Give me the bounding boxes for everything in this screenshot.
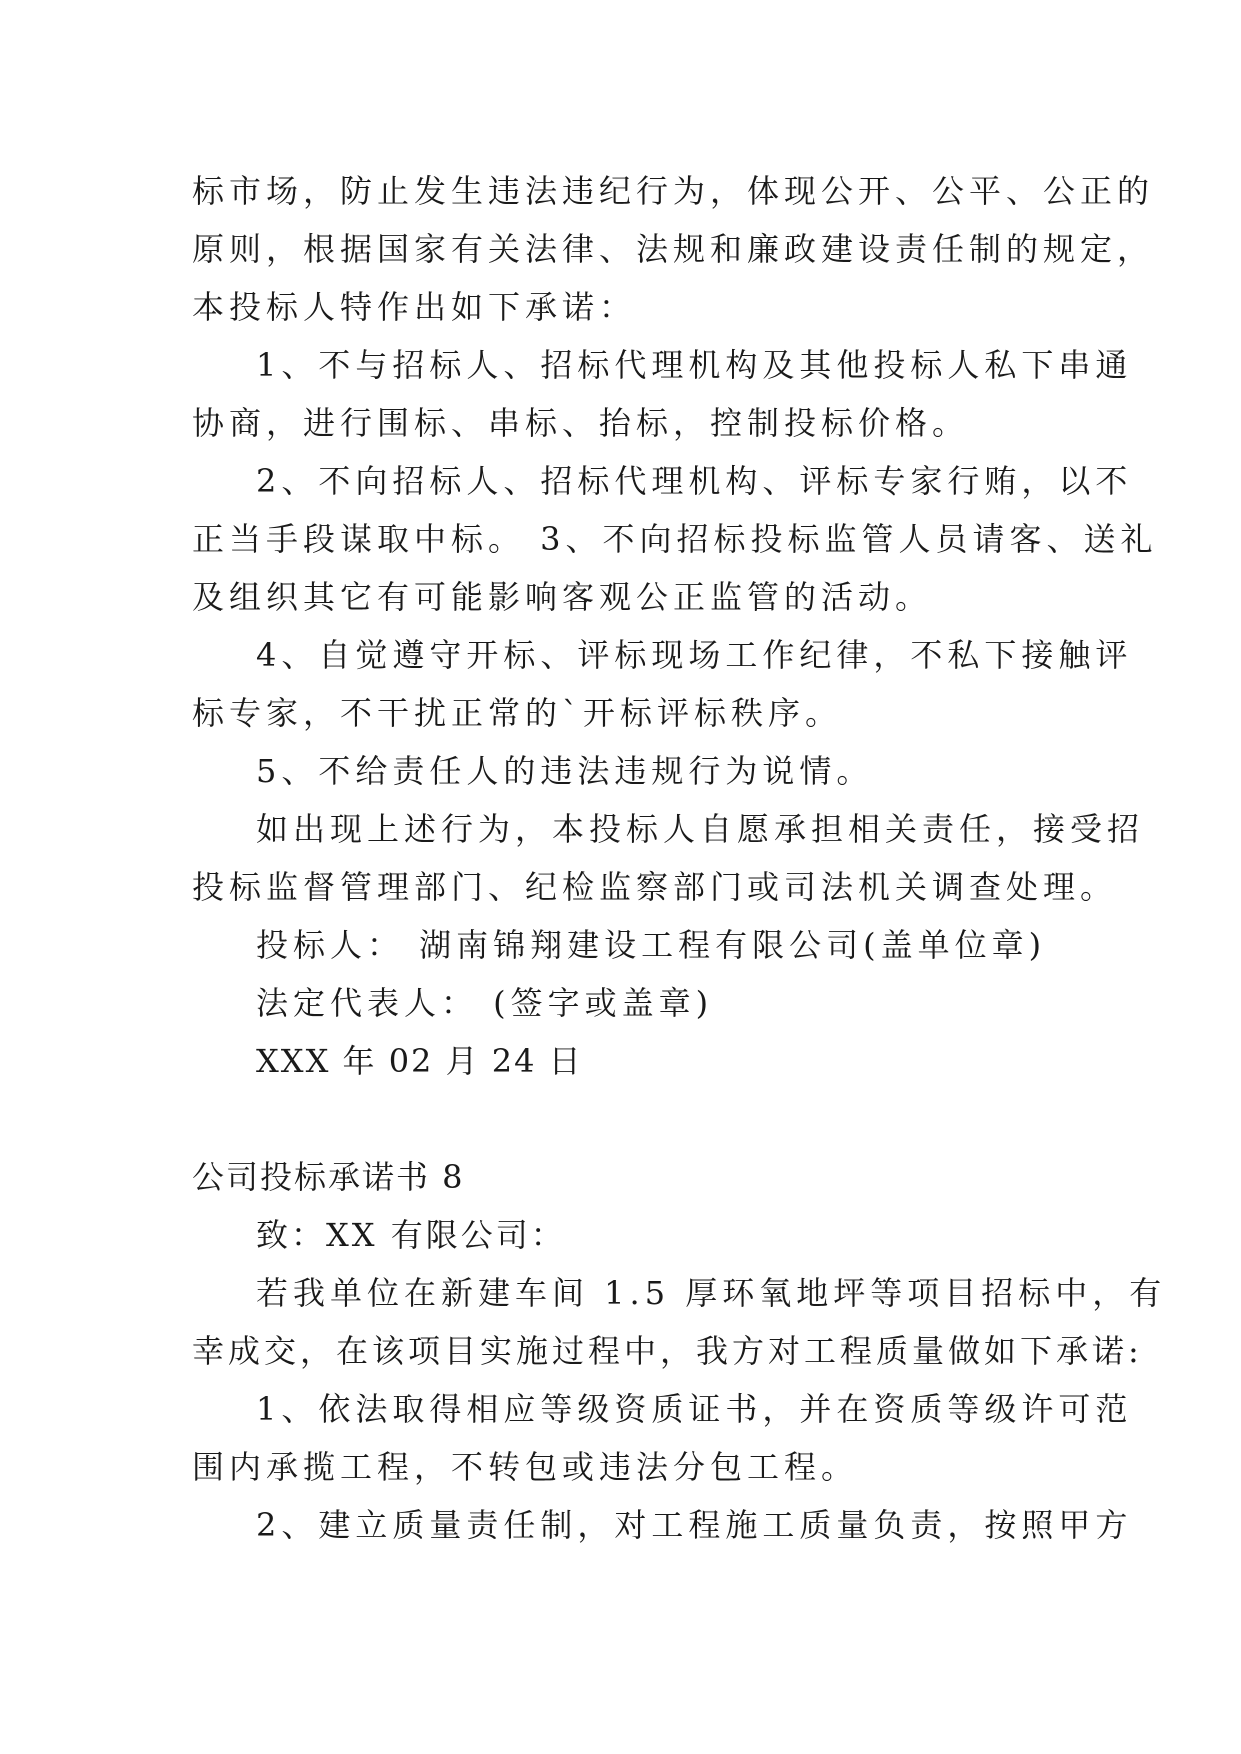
- addressee-line: 致：XX 有限公司：: [256, 1216, 566, 1254]
- paragraph-line: 标市场，防止发生违法违纪行为，体现公开、公平、公正的: [192, 172, 1155, 210]
- commitment-item-2: 2、建立质量责任制，对工程施工质量负责，按照甲方: [256, 1506, 1133, 1544]
- paragraph-line: 标专家，不干扰正常的`开标评标秩序。: [192, 694, 843, 732]
- commitment-item-1: 1、依法取得相应等级资质证书，并在资质等级许可范: [256, 1390, 1133, 1428]
- paragraph-line: 若我单位在新建车间 1.5 厚环氧地坪等项目招标中，有: [256, 1274, 1167, 1312]
- paragraph-line: 投标监督管理部门、纪检监察部门或司法机关调查处理。: [192, 868, 1118, 906]
- paragraph-line: 协商，进行围标、串标、抬标，控制投标价格。: [192, 404, 970, 442]
- paragraph-line: 正当手段谋取中标。 3、不向招标投标监管人员请客、送礼: [192, 520, 1158, 558]
- paragraph-line: 如出现上述行为，本投标人自愿承担相关责任，接受招: [256, 810, 1145, 848]
- promise-item-4: 4、自觉遵守开标、评标现场工作纪律，不私下接触评: [256, 636, 1133, 674]
- promise-item-2: 2、不向招标人、招标代理机构、评标专家行贿，以不: [256, 462, 1133, 500]
- promise-item-1: 1、不与招标人、招标代理机构及其他投标人私下串通: [256, 346, 1133, 384]
- paragraph-line: 本投标人特作出如下承诺：: [192, 288, 637, 326]
- paragraph-line: 及组织其它有可能影响客观公正监管的活动。: [192, 578, 933, 616]
- paragraph-line: 幸成交，在该项目实施过程中，我方对工程质量做如下承诺:: [192, 1332, 1143, 1370]
- section-title: 公司投标承诺书 8: [192, 1158, 465, 1196]
- paragraph-line: 原则，根据国家有关法律、法规和廉政建设责任制的规定，: [192, 230, 1155, 268]
- legal-representative-line: 法定代表人： (签字或盖章): [256, 984, 714, 1022]
- promise-item-5: 5、不给责任人的违法违规行为说情。: [256, 752, 874, 790]
- paragraph-line: 围内承揽工程，不转包或违法分包工程。: [192, 1448, 859, 1486]
- date-line: XXX 年 02 月 24 日: [256, 1042, 583, 1080]
- bidder-line: 投标人： 湖南锦翔建设工程有限公司(盖单位章): [256, 926, 1047, 964]
